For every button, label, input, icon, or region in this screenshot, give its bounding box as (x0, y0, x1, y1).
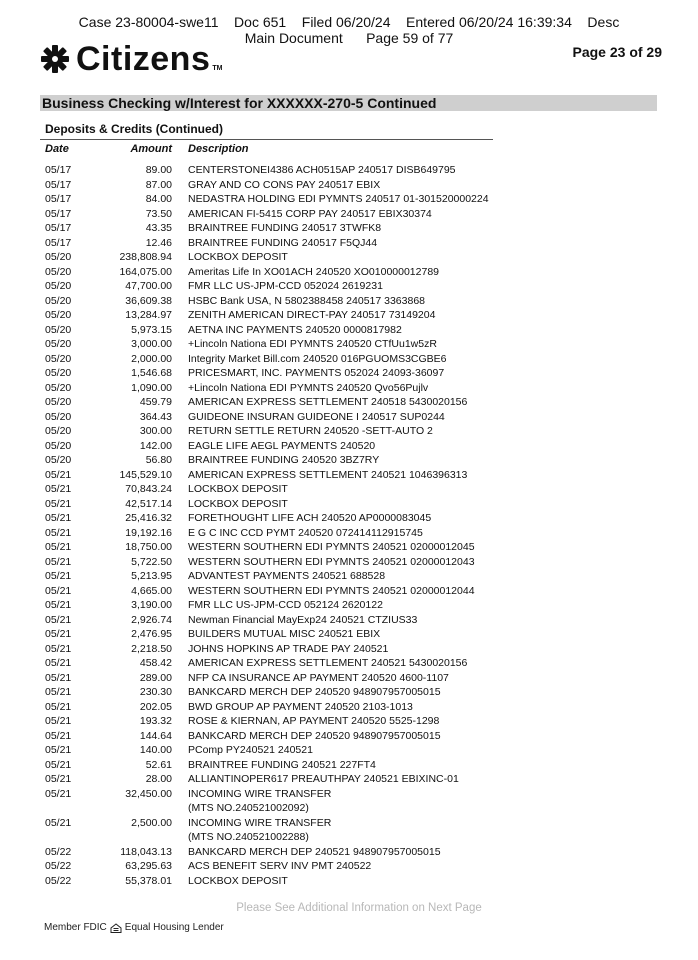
row-date: 05/21 (45, 541, 72, 553)
row-description: AMERICAN FI-5415 CORP PAY 240517 EBIX30374 (188, 207, 432, 220)
row-amount: 5,973.15 (131, 323, 172, 336)
row-amount: 5,722.50 (131, 555, 172, 568)
table-row (0, 207, 698, 222)
court-header-line1: Case 23-80004-swe11 Doc 651 Filed 06/20/24 Entered 06/20/24 16:39:34 Desc (78, 14, 620, 30)
row-date: 05/21 (45, 613, 72, 626)
column-header-amount: Amount (130, 143, 172, 155)
citizens-logo-icon (40, 44, 70, 74)
header-divider (40, 139, 493, 140)
table-row (0, 236, 698, 251)
row-amount: 32,450.00 (125, 787, 172, 800)
table-row (0, 845, 698, 860)
row-date: 05/20 (45, 265, 72, 278)
row-description: Integrity Market Bill.com 240520 016PGUOMS3CGBE6 (188, 352, 447, 365)
row-date: 05/21 (45, 758, 72, 771)
row-date: 05/22 (45, 860, 72, 872)
row-date: 05/20 (45, 338, 72, 350)
row-description: BRAINTREE FUNDING 240517 3TWFK8 (188, 222, 382, 234)
row-amount: 52.61 (145, 758, 172, 771)
row-date: 05/21 (45, 773, 72, 785)
row-amount: 289.00 (139, 671, 172, 684)
row-amount: 300.00 (139, 425, 172, 437)
row-date: 05/21 (45, 700, 72, 713)
table-row (0, 642, 698, 657)
row-description: BUILDERS MUTUAL MISC 240521 EBIX (188, 628, 381, 640)
row-description: INCOMING WIRE TRANSFER (188, 816, 332, 829)
row-amount: 55,378.01 (125, 874, 172, 887)
table-row (0, 468, 698, 483)
row-description: AMERICAN EXPRESS SETTLEMENT 240521 1046396313 (188, 468, 468, 481)
row-amount: 84.00 (145, 193, 172, 205)
row-amount: 28.00 (145, 773, 172, 785)
table-row (0, 656, 698, 671)
row-description: (MTS NO.240521002092) (188, 802, 309, 814)
table-row (0, 163, 698, 178)
row-amount: 164,075.00 (119, 265, 172, 278)
row-amount: 36,609.38 (125, 294, 172, 307)
row-amount: 2,218.50 (131, 642, 172, 655)
table-row (0, 801, 698, 816)
table-row (0, 743, 698, 758)
row-description: PRICESMART, INC. PAYMENTS 052024 24093-36097 (188, 367, 445, 379)
table-row (0, 830, 698, 845)
row-amount: 12.46 (145, 236, 172, 249)
subsection-title: Deposits & Credits (Continued) (45, 122, 224, 136)
row-description: BRAINTREE FUNDING 240521 227FT4 (188, 758, 376, 771)
table-row (0, 178, 698, 193)
section-title-band (40, 95, 657, 111)
row-description: RETURN SETTLE RETURN 240520 -SETT-AUTO 2 (188, 425, 433, 437)
row-date: 05/17 (45, 222, 72, 234)
row-description: AMERICAN EXPRESS SETTLEMENT 240518 5430020156 (188, 396, 468, 408)
row-description: BANKCARD MERCH DEP 240520 948907957005015 (188, 686, 441, 698)
row-date: 05/21 (45, 816, 72, 829)
table-row (0, 511, 698, 526)
row-date: 05/21 (45, 599, 72, 611)
row-amount: 89.00 (145, 164, 172, 176)
court-header-line2: Main Document Page 59 of 77 (244, 30, 454, 46)
citizens-logo-text: Citizens (76, 40, 211, 78)
row-description: NFP CA INSURANCE AP PAYMENT 240520 4600-1107 (188, 671, 449, 684)
row-amount: 47,700.00 (125, 280, 172, 292)
column-header-date: Date (45, 143, 69, 155)
row-amount: 4,665.00 (131, 584, 172, 597)
table-row (0, 308, 698, 323)
row-amount: 458.42 (139, 657, 172, 669)
table-row (0, 279, 698, 294)
row-description: FMR LLC US-JPM-CCD 052024 2619231 (188, 280, 383, 292)
row-description: (MTS NO.240521002288) (188, 831, 309, 843)
page-footer (44, 922, 224, 933)
row-description: Newman Financial MayExp24 240521 CTZIUS33 (188, 613, 418, 626)
row-date: 05/21 (45, 787, 72, 800)
row-date: 05/20 (45, 410, 72, 423)
row-description: INCOMING WIRE TRANSFER (188, 787, 332, 800)
row-description: EAGLE LIFE AEGL PAYMENTS 240520 (188, 439, 376, 452)
table-row (0, 366, 698, 381)
row-description: BANKCARD MERCH DEP 240521 948907957005015 (188, 845, 441, 858)
row-description: FORETHOUGHT LIFE ACH 240520 AP0000083045 (188, 512, 432, 524)
row-date: 05/21 (45, 468, 72, 481)
table-row (0, 352, 698, 367)
table-row (0, 526, 698, 541)
table-row (0, 569, 698, 584)
row-amount: 1,090.00 (131, 381, 172, 394)
row-amount: 5,213.95 (131, 570, 172, 582)
row-date: 05/21 (45, 729, 72, 742)
row-date: 05/20 (45, 367, 72, 379)
row-date: 05/21 (45, 483, 72, 495)
row-description: WESTERN SOUTHERN EDI PYMNTS 240521 02000012043 (188, 555, 475, 568)
row-amount: 63,295.63 (125, 860, 172, 872)
table-row (0, 584, 698, 599)
section-title: Business Checking w/Interest for XXXXXX-270-5 Continued (42, 95, 437, 111)
table-row (0, 613, 698, 628)
row-date: 05/21 (45, 512, 72, 524)
table-row (0, 714, 698, 729)
row-date: 05/20 (45, 439, 72, 452)
row-date: 05/21 (45, 686, 72, 698)
row-amount: 142.00 (139, 439, 172, 452)
trademark-mark: TM (212, 65, 223, 72)
table-row (0, 758, 698, 773)
row-description: LOCKBOX DEPOSIT (188, 497, 288, 510)
table-row (0, 323, 698, 338)
row-amount: 230.30 (139, 686, 172, 698)
row-description: LOCKBOX DEPOSIT (188, 874, 288, 887)
table-row (0, 685, 698, 700)
table-row (0, 395, 698, 410)
table-row (0, 294, 698, 309)
row-date: 05/20 (45, 309, 72, 321)
row-amount: 459.79 (139, 396, 172, 408)
row-description: ALLIANTINOPER617 PREAUTHPAY 240521 EBIXINC-01 (188, 773, 459, 785)
row-date: 05/21 (45, 570, 72, 582)
equal-housing-text: Equal Housing Lender (124, 922, 224, 933)
table-row (0, 250, 698, 265)
row-date: 05/21 (45, 526, 72, 539)
row-date: 05/21 (45, 584, 72, 597)
row-date: 05/17 (45, 178, 72, 191)
row-amount: 87.00 (145, 178, 172, 191)
row-description: ZENITH AMERICAN DIRECT-PAY 240517 73149204 (188, 309, 436, 321)
row-description: BWD GROUP AP PAYMENT 240520 2103-1013 (188, 700, 413, 713)
table-row (0, 381, 698, 396)
row-date: 05/21 (45, 628, 72, 640)
row-amount: 43.35 (145, 222, 172, 234)
row-description: CENTERSTONEI4386 ACH0515AP 240517 DISB649795 (188, 164, 456, 176)
row-amount: 144.64 (139, 729, 172, 742)
column-header-description: Description (188, 143, 249, 155)
row-description: GRAY AND CO CONS PAY 240517 EBIX (188, 178, 381, 191)
row-date: 05/20 (45, 352, 72, 365)
row-date: 05/21 (45, 657, 72, 669)
table-row (0, 497, 698, 512)
table-row (0, 424, 698, 439)
row-date: 05/20 (45, 294, 72, 307)
row-date: 05/20 (45, 323, 72, 336)
table-row (0, 729, 698, 744)
table-row (0, 627, 698, 642)
row-date: 05/22 (45, 874, 72, 887)
table-row (0, 772, 698, 787)
row-date: 05/17 (45, 236, 72, 249)
row-description: PComp PY240521 240521 (188, 744, 313, 756)
row-description: BRAINTREE FUNDING 240520 3BZ7RY (188, 454, 380, 466)
row-description: AMERICAN EXPRESS SETTLEMENT 240521 5430020156 (188, 657, 468, 669)
row-description: LOCKBOX DEPOSIT (188, 251, 288, 263)
row-date: 05/22 (45, 845, 72, 858)
row-date: 05/17 (45, 164, 72, 176)
row-amount: 2,926.74 (131, 613, 172, 626)
row-amount: 238,808.94 (119, 251, 172, 263)
row-amount: 1,546.68 (131, 367, 172, 379)
table-row (0, 874, 698, 889)
table-row (0, 671, 698, 686)
row-description: AETNA INC PAYMENTS 240520 0000817982 (188, 323, 402, 336)
row-description: ACS BENEFIT SERV INV PMT 240522 (188, 860, 372, 872)
table-row (0, 192, 698, 207)
table-row (0, 859, 698, 874)
row-description: WESTERN SOUTHERN EDI PYMNTS 240521 02000012044 (188, 584, 475, 597)
row-date: 05/21 (45, 671, 72, 684)
table-row (0, 221, 698, 236)
row-date: 05/17 (45, 193, 72, 205)
row-amount: 2,476.95 (131, 628, 172, 640)
row-date: 05/21 (45, 744, 72, 756)
row-description: WESTERN SOUTHERN EDI PYMNTS 240521 02000012045 (188, 541, 475, 553)
table-row (0, 337, 698, 352)
row-date: 05/21 (45, 715, 72, 727)
row-description: Ameritas Life In XO01ACH 240520 XO010000012789 (188, 265, 440, 278)
equal-housing-icon (110, 923, 122, 933)
table-row (0, 816, 698, 831)
table-row (0, 482, 698, 497)
row-amount: 18,750.00 (125, 541, 172, 553)
row-description: BRAINTREE FUNDING 240517 F5QJ44 (188, 236, 378, 249)
row-amount: 73.50 (145, 207, 172, 220)
row-date: 05/21 (45, 555, 72, 568)
row-amount: 13,284.97 (125, 309, 172, 321)
row-date: 05/20 (45, 251, 72, 263)
row-date: 05/20 (45, 381, 72, 394)
table-row (0, 555, 698, 570)
row-amount: 2,500.00 (131, 816, 172, 829)
row-description: FMR LLC US-JPM-CCD 052124 2620122 (188, 599, 383, 611)
row-amount: 42,517.14 (125, 497, 172, 510)
row-date: 05/20 (45, 280, 72, 292)
row-amount: 3,000.00 (131, 338, 172, 350)
next-page-notice: Please See Additional Information on Next Page (236, 902, 482, 914)
row-description: E G C INC CCD PYMT 240520 072414112915745 (188, 526, 423, 539)
table-row (0, 540, 698, 555)
row-date: 05/17 (45, 207, 72, 220)
row-date: 05/21 (45, 642, 72, 655)
row-amount: 70,843.24 (125, 483, 172, 495)
table-row (0, 598, 698, 613)
row-amount: 145,529.10 (119, 468, 172, 481)
statement-page-number: Page 23 of 29 (572, 44, 662, 60)
row-date: 05/20 (45, 454, 72, 466)
table-row (0, 453, 698, 468)
row-date: 05/21 (45, 497, 72, 510)
row-amount: 193.32 (139, 715, 172, 727)
row-amount: 2,000.00 (131, 352, 172, 365)
row-amount: 56.80 (145, 454, 172, 466)
row-amount: 19,192.16 (125, 526, 172, 539)
row-description: ADVANTEST PAYMENTS 240521 688528 (188, 570, 386, 582)
row-description: JOHNS HOPKINS AP TRADE PAY 240521 (188, 642, 389, 655)
table-row (0, 700, 698, 715)
row-amount: 140.00 (139, 744, 172, 756)
table-row (0, 439, 698, 454)
table-row (0, 410, 698, 425)
row-description: +Lincoln Nationa EDI PYMNTS 240520 CTfUu1w5zR (188, 338, 437, 350)
row-amount: 25,416.32 (125, 512, 172, 524)
citizens-logo (40, 42, 222, 76)
transaction-list (0, 163, 698, 888)
member-fdic-text: Member FDIC (44, 922, 107, 933)
table-row (0, 265, 698, 280)
row-description: ROSE & KIERNAN, AP PAYMENT 240520 5525-1298 (188, 715, 440, 727)
row-amount: 3,190.00 (131, 599, 172, 611)
row-description: HSBC Bank USA, N 5802388458 240517 3363868 (188, 294, 426, 307)
row-amount: 202.05 (139, 700, 172, 713)
row-date: 05/20 (45, 425, 72, 437)
row-description: GUIDEONE INSURAN GUIDEONE I 240517 SUP0244 (188, 410, 445, 423)
row-description: NEDASTRA HOLDING EDI PYMNTS 240517 01-301520000224 (188, 193, 489, 205)
row-date: 05/20 (45, 396, 72, 408)
row-amount: 364.43 (139, 410, 172, 423)
row-description: LOCKBOX DEPOSIT (188, 483, 288, 495)
row-description: BANKCARD MERCH DEP 240520 948907957005015 (188, 729, 441, 742)
table-row (0, 787, 698, 802)
row-amount: 118,043.13 (120, 845, 172, 858)
row-description: +Lincoln Nationa EDI PYMNTS 240520 Qvo56Pujlv (188, 381, 429, 394)
